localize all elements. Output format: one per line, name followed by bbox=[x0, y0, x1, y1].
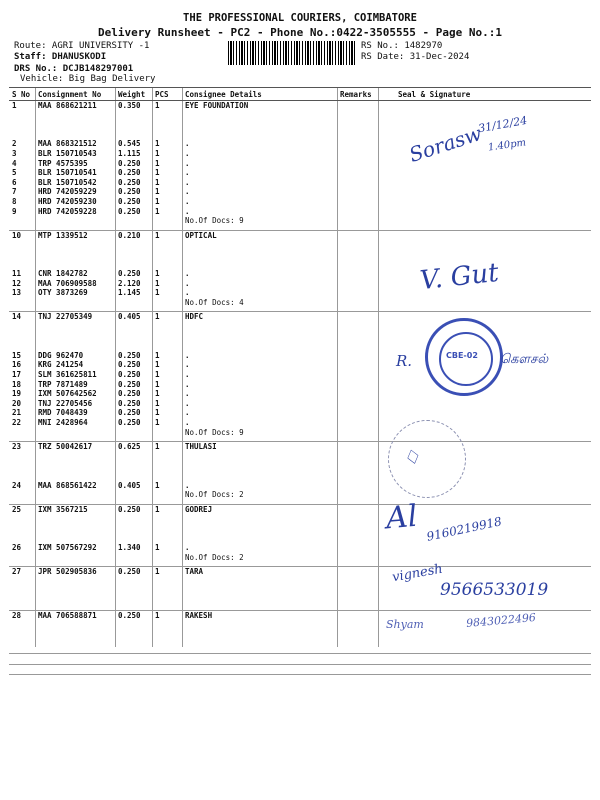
cell-cn: TRP 4575395 bbox=[38, 158, 88, 168]
cell-details: . bbox=[185, 158, 190, 168]
cell-remarks bbox=[337, 288, 378, 298]
table-row bbox=[9, 230, 591, 240]
col-signature: Seal & Signature bbox=[378, 88, 591, 101]
cell-sno: 8 bbox=[12, 196, 17, 206]
cell-cn: MAA 868321512 bbox=[38, 139, 97, 149]
cell-cn: BLR 150710543 bbox=[38, 148, 97, 158]
cell-wt: 0.250 bbox=[118, 177, 141, 187]
cell-cn: HRD 742059229 bbox=[38, 187, 97, 197]
cell-sno: 22 bbox=[12, 418, 22, 427]
cell-cn: JPR 502905836 bbox=[38, 567, 97, 577]
cell-cn: MAA 706588871 bbox=[38, 610, 97, 620]
cell-pcs: 1 bbox=[155, 418, 160, 427]
cell-signature bbox=[378, 187, 591, 197]
cell-remarks bbox=[337, 269, 378, 279]
spacer-row bbox=[9, 524, 591, 534]
cell-sno: 26 bbox=[12, 543, 22, 553]
table-row bbox=[9, 197, 591, 207]
cell-remarks bbox=[337, 197, 378, 207]
cell-wt: 0.250 bbox=[118, 158, 141, 168]
cell-remarks bbox=[337, 230, 378, 240]
cell-pcs: 1 bbox=[155, 230, 160, 240]
cell-cn: TNJ 22705349 bbox=[38, 312, 93, 322]
spacer-cell bbox=[9, 250, 591, 260]
cell-details: . bbox=[185, 269, 190, 279]
cell-remarks bbox=[337, 389, 378, 399]
cell-remarks bbox=[337, 370, 378, 380]
cell-sno: 10 bbox=[12, 230, 22, 240]
spacer-row bbox=[9, 471, 591, 481]
cell-cn: DDG 962470 bbox=[38, 350, 84, 360]
cell-pcs: 1 bbox=[155, 312, 160, 322]
cell-cn: SLM 361625811 bbox=[38, 370, 97, 380]
docs-row bbox=[9, 553, 591, 563]
cell-wt: 1.145 bbox=[118, 288, 141, 298]
col-consignment: Consignment No bbox=[35, 88, 115, 101]
table-row bbox=[9, 312, 591, 322]
cell-signature bbox=[378, 197, 591, 207]
cell-signature bbox=[378, 168, 591, 178]
cell-remarks bbox=[337, 418, 378, 428]
cell-details: THULASI bbox=[185, 442, 217, 452]
cell-details: OPTICAL bbox=[185, 230, 217, 240]
cell-remarks bbox=[337, 504, 378, 514]
cell-cn: MTP 1339512 bbox=[38, 230, 88, 240]
signature-7-phone: 9843022496 bbox=[465, 610, 537, 631]
spacer-cell bbox=[9, 639, 591, 649]
table-row bbox=[9, 101, 591, 111]
spacer-cell bbox=[9, 332, 591, 342]
docs-rest bbox=[337, 428, 591, 438]
docs-pad bbox=[9, 490, 182, 500]
spacer-cell bbox=[9, 514, 591, 524]
docs-rest bbox=[337, 298, 591, 308]
cell-wt: 0.545 bbox=[118, 139, 141, 149]
spacer-cell bbox=[9, 461, 591, 471]
cell-pcs: 1 bbox=[155, 148, 160, 158]
cell-pcs: 1 bbox=[155, 610, 160, 620]
cell-remarks bbox=[337, 408, 378, 418]
cell-wt: 0.250 bbox=[118, 379, 141, 389]
col-consignee: Consignee Details bbox=[182, 88, 337, 101]
cell-sno: 24 bbox=[12, 480, 22, 490]
cell-details: . bbox=[185, 370, 190, 380]
rs-date: RS Date: 31-Dec-2024 bbox=[361, 52, 470, 62]
cell-cn: TRP 7871489 bbox=[38, 379, 88, 389]
cell-cn: HRD 742059230 bbox=[38, 196, 97, 206]
cell-details: . bbox=[185, 350, 190, 360]
table-row bbox=[9, 504, 591, 514]
blank-row bbox=[9, 654, 591, 665]
cell-pcs: 1 bbox=[155, 288, 160, 298]
cell-sno: 13 bbox=[12, 288, 22, 298]
spacer-cell bbox=[9, 130, 591, 140]
cell-details: EYE FOUNDATION bbox=[185, 101, 249, 110]
cell-details: . bbox=[185, 389, 190, 399]
cell-wt: 0.250 bbox=[118, 370, 141, 380]
company-stamp bbox=[425, 318, 503, 396]
cell-cn: TRZ 50042617 bbox=[38, 442, 93, 452]
cell-details: . bbox=[185, 177, 190, 187]
cell-sno: 16 bbox=[12, 360, 22, 370]
cell-remarks bbox=[337, 178, 378, 188]
docs-pad bbox=[9, 428, 182, 438]
spacer-cell bbox=[9, 452, 591, 462]
col-pcs: PCS bbox=[152, 88, 182, 101]
blank-cell bbox=[9, 654, 591, 665]
cell-wt: 0.250 bbox=[118, 168, 141, 178]
cell-wt: 0.405 bbox=[118, 312, 141, 322]
cell-details: . bbox=[185, 148, 190, 158]
cell-remarks bbox=[337, 360, 378, 370]
cell-wt: 0.625 bbox=[118, 442, 141, 452]
table-header-row bbox=[9, 88, 591, 101]
cell-details: GODREJ bbox=[185, 504, 213, 514]
cell-pcs: 1 bbox=[155, 543, 160, 553]
cell-signature bbox=[378, 312, 591, 322]
table-row bbox=[9, 187, 591, 197]
cell-wt: 0.350 bbox=[118, 101, 141, 110]
cell-wt: 0.250 bbox=[118, 408, 141, 418]
cell-wt: 0.250 bbox=[118, 418, 141, 427]
cell-details: . bbox=[185, 379, 190, 389]
docs-pad bbox=[9, 216, 182, 226]
cell-details: . bbox=[185, 543, 190, 553]
company-title: THE PROFESSIONAL COURIERS, COIMBATORE bbox=[183, 12, 417, 24]
barcode bbox=[228, 41, 356, 65]
table-row bbox=[9, 168, 591, 178]
cell-sno: 27 bbox=[12, 567, 22, 577]
signature-5: Al bbox=[384, 498, 419, 537]
blank-row bbox=[9, 664, 591, 675]
docs-row bbox=[9, 298, 591, 308]
cell-wt: 1.340 bbox=[118, 543, 141, 553]
cell-pcs: 1 bbox=[155, 398, 160, 408]
spacer-row bbox=[9, 322, 591, 332]
signature-1-date: 31/12/24 bbox=[477, 113, 529, 136]
cell-sno: 17 bbox=[12, 370, 22, 380]
docs-rest bbox=[337, 216, 591, 226]
cell-remarks bbox=[337, 481, 378, 491]
cell-signature bbox=[378, 389, 591, 399]
cell-cn: RMD 7048439 bbox=[38, 408, 88, 418]
cell-remarks bbox=[337, 187, 378, 197]
docs-row bbox=[9, 428, 591, 438]
cell-pcs: 1 bbox=[155, 480, 160, 490]
cell-wt: 0.250 bbox=[118, 504, 141, 514]
spacer-row bbox=[9, 130, 591, 140]
cell-sno: 19 bbox=[12, 389, 22, 399]
cell-signature bbox=[378, 408, 591, 418]
cell-cn: MAA 706909588 bbox=[38, 278, 97, 288]
col-sno: S No bbox=[9, 88, 35, 101]
spacer-row bbox=[9, 250, 591, 260]
blank-cell bbox=[9, 664, 591, 675]
cell-remarks bbox=[337, 159, 378, 169]
cell-pcs: 1 bbox=[155, 139, 160, 149]
drs-label: DRS No.: DCJB148297001 bbox=[14, 64, 134, 74]
signature-7-name: Shyam bbox=[386, 618, 424, 631]
cell-signature bbox=[378, 178, 591, 188]
docs-count: No.Of Docs: 4 bbox=[185, 297, 244, 307]
table-row bbox=[9, 399, 591, 409]
cell-remarks bbox=[337, 543, 378, 553]
cell-wt: 0.250 bbox=[118, 398, 141, 408]
cell-remarks bbox=[337, 312, 378, 322]
cell-pcs: 1 bbox=[155, 269, 160, 279]
spacer-cell bbox=[9, 322, 591, 332]
cell-signature bbox=[378, 288, 591, 298]
cell-cn: MAA 868561422 bbox=[38, 480, 97, 490]
table-row bbox=[9, 567, 591, 577]
docs-count: No.Of Docs: 9 bbox=[185, 427, 244, 437]
spacer-row bbox=[9, 461, 591, 471]
col-weight: Weight bbox=[115, 88, 152, 101]
cell-sno: 9 bbox=[12, 206, 17, 216]
cell-details: RAKESH bbox=[185, 610, 213, 620]
cell-remarks bbox=[337, 139, 378, 149]
table-row bbox=[9, 288, 591, 298]
cell-details: . bbox=[185, 480, 190, 490]
cell-pcs: 1 bbox=[155, 408, 160, 418]
spacer-row bbox=[9, 240, 591, 250]
cell-cn: CNR 1842782 bbox=[38, 269, 88, 279]
cell-details: HDFC bbox=[185, 312, 204, 322]
cell-signature bbox=[378, 399, 591, 409]
cell-sno: 3 bbox=[12, 148, 17, 158]
cell-remarks bbox=[337, 101, 378, 111]
cell-wt: 0.250 bbox=[118, 269, 141, 279]
cell-pcs: 1 bbox=[155, 504, 160, 514]
cell-sno: 6 bbox=[12, 177, 17, 187]
cell-cn: BLR 150710541 bbox=[38, 168, 97, 178]
spacer-cell bbox=[9, 260, 591, 270]
cell-sno: 15 bbox=[12, 350, 22, 360]
cell-cn: MAA 868621211 bbox=[38, 101, 97, 110]
signature-6-phone: 9566533019 bbox=[440, 580, 549, 600]
spacer-row bbox=[9, 341, 591, 351]
signature-3-tamil: கௌசல் bbox=[500, 352, 549, 367]
cell-details: TARA bbox=[185, 567, 204, 577]
stamp-text: CBE-02 bbox=[446, 351, 478, 360]
signature-4: ♢ bbox=[401, 443, 425, 471]
cell-sno: 7 bbox=[12, 187, 17, 197]
docs-count: No.Of Docs: 9 bbox=[185, 216, 244, 226]
cell-cn: OTY 3873269 bbox=[38, 288, 88, 298]
cell-sno: 2 bbox=[12, 139, 17, 149]
col-remarks: Remarks bbox=[337, 88, 378, 101]
spacer-cell bbox=[9, 471, 591, 481]
cell-wt: 1.115 bbox=[118, 148, 141, 158]
signature-2: V. Gut bbox=[418, 257, 501, 297]
cell-pcs: 1 bbox=[155, 158, 160, 168]
docs-count: No.Of Docs: 2 bbox=[185, 490, 244, 500]
table-row bbox=[9, 178, 591, 188]
cell-sno: 21 bbox=[12, 408, 22, 418]
cell-sno: 25 bbox=[12, 504, 22, 514]
cell-pcs: 1 bbox=[155, 442, 160, 452]
cell-wt: 0.210 bbox=[118, 230, 141, 240]
cell-cn: BLR 150710542 bbox=[38, 177, 97, 187]
cell-details: . bbox=[185, 418, 190, 427]
faint-stamp bbox=[388, 420, 466, 498]
cell-wt: 0.250 bbox=[118, 206, 141, 216]
cell-wt: 0.250 bbox=[118, 187, 141, 197]
table-row bbox=[9, 279, 591, 289]
cell-sno: 11 bbox=[12, 269, 22, 279]
spacer-cell bbox=[9, 534, 591, 544]
cell-cn: KRG 241254 bbox=[38, 360, 84, 370]
spacer-cell bbox=[9, 630, 591, 640]
vehicle-label: Vehicle: Big Bag Delivery bbox=[20, 74, 156, 84]
cell-details: . bbox=[185, 196, 190, 206]
table-row bbox=[9, 269, 591, 279]
spacer-cell bbox=[9, 341, 591, 351]
cell-cn: HRD 742059228 bbox=[38, 206, 97, 216]
cell-wt: 0.405 bbox=[118, 480, 141, 490]
staff-label: Staff: DHANUSKODI bbox=[14, 52, 107, 62]
docs-rest bbox=[337, 490, 591, 500]
cell-details: . bbox=[185, 139, 190, 149]
docs-rest bbox=[337, 553, 591, 563]
cell-details: . bbox=[185, 168, 190, 178]
spacer-row bbox=[9, 534, 591, 544]
docs-pad bbox=[9, 553, 182, 563]
cell-cn: IXM 507642562 bbox=[38, 389, 97, 399]
table-row bbox=[9, 418, 591, 428]
cell-pcs: 1 bbox=[155, 278, 160, 288]
cell-wt: 0.250 bbox=[118, 196, 141, 206]
rs-number: RS No.: 1482970 bbox=[361, 41, 443, 51]
docs-row bbox=[9, 216, 591, 226]
cell-signature bbox=[378, 543, 591, 553]
spacer-cell bbox=[9, 524, 591, 534]
table-row bbox=[9, 159, 591, 169]
cell-remarks bbox=[337, 279, 378, 289]
spacer-row bbox=[9, 630, 591, 640]
runsheet-title: Delivery Runsheet - PC2 - Phone No.:0422-3505555 - Page No.:1 bbox=[98, 26, 502, 39]
cell-pcs: 1 bbox=[155, 567, 160, 577]
cell-pcs: 1 bbox=[155, 196, 160, 206]
cell-cn: IXM 507567292 bbox=[38, 543, 97, 553]
table-row bbox=[9, 380, 591, 390]
spacer-row bbox=[9, 332, 591, 342]
cell-details: . bbox=[185, 288, 190, 298]
cell-details: . bbox=[185, 360, 190, 370]
cell-remarks bbox=[337, 442, 378, 452]
cell-wt: 0.250 bbox=[118, 567, 141, 577]
cell-signature bbox=[378, 101, 591, 111]
table-row bbox=[9, 481, 591, 491]
cell-remarks bbox=[337, 380, 378, 390]
cell-pcs: 1 bbox=[155, 206, 160, 216]
cell-sno: 5 bbox=[12, 168, 17, 178]
cell-remarks bbox=[337, 168, 378, 178]
cell-remarks bbox=[337, 399, 378, 409]
cell-sno: 28 bbox=[12, 610, 22, 620]
cell-signature bbox=[378, 207, 591, 217]
table-row bbox=[9, 207, 591, 217]
signature-1-time: 1.40pm bbox=[487, 137, 527, 154]
table-row bbox=[9, 389, 591, 399]
cell-pcs: 1 bbox=[155, 350, 160, 360]
docs-pad bbox=[9, 298, 182, 308]
cell-details: . bbox=[185, 206, 190, 216]
cell-sno: 12 bbox=[12, 278, 22, 288]
spacer-row bbox=[9, 452, 591, 462]
cell-pcs: 1 bbox=[155, 370, 160, 380]
signature-1: Sorasw bbox=[406, 121, 485, 167]
cell-sno: 14 bbox=[12, 312, 22, 322]
cell-remarks bbox=[337, 207, 378, 217]
spacer-row bbox=[9, 260, 591, 270]
cell-wt: 0.250 bbox=[118, 350, 141, 360]
table-row bbox=[9, 543, 591, 553]
cell-remarks bbox=[337, 149, 378, 159]
cell-sno: 1 bbox=[12, 101, 17, 110]
cell-details: . bbox=[185, 187, 190, 197]
cell-pcs: 1 bbox=[155, 168, 160, 178]
cell-pcs: 1 bbox=[155, 177, 160, 187]
signature-3: R. bbox=[396, 352, 413, 370]
cell-remarks bbox=[337, 567, 378, 577]
docs-row bbox=[9, 490, 591, 500]
spacer-row bbox=[9, 514, 591, 524]
route-label: Route: AGRI UNIVERSITY -1 bbox=[14, 41, 150, 51]
cell-sno: 20 bbox=[12, 398, 22, 408]
table-row bbox=[9, 370, 591, 380]
cell-wt: 0.250 bbox=[118, 360, 141, 370]
cell-cn: MNI 2428964 bbox=[38, 418, 88, 427]
spacer-cell bbox=[9, 240, 591, 250]
signature-6-name: vignesh bbox=[391, 561, 444, 586]
cell-signature bbox=[378, 230, 591, 240]
spacer-row bbox=[9, 639, 591, 649]
cell-pcs: 1 bbox=[155, 360, 160, 370]
cell-sno: 4 bbox=[12, 158, 17, 168]
cell-cn: TNJ 22705456 bbox=[38, 398, 93, 408]
cell-pcs: 1 bbox=[155, 101, 160, 110]
cell-remarks bbox=[337, 351, 378, 361]
table-row bbox=[9, 442, 591, 452]
cell-sno: 23 bbox=[12, 442, 22, 452]
docs-count: No.Of Docs: 2 bbox=[185, 552, 244, 562]
cell-pcs: 1 bbox=[155, 379, 160, 389]
cell-pcs: 1 bbox=[155, 389, 160, 399]
cell-wt: 2.120 bbox=[118, 278, 141, 288]
cell-details: . bbox=[185, 398, 190, 408]
cell-signature bbox=[378, 159, 591, 169]
table-row bbox=[9, 408, 591, 418]
cell-wt: 0.250 bbox=[118, 389, 141, 399]
cell-wt: 0.250 bbox=[118, 610, 141, 620]
cell-sno: 18 bbox=[12, 379, 22, 389]
cell-details: . bbox=[185, 408, 190, 418]
cell-remarks bbox=[337, 610, 378, 620]
cell-details: . bbox=[185, 278, 190, 288]
cell-pcs: 1 bbox=[155, 187, 160, 197]
signature-5-phone: 9160219918 bbox=[425, 514, 503, 544]
cell-cn: IXM 3567215 bbox=[38, 504, 88, 514]
